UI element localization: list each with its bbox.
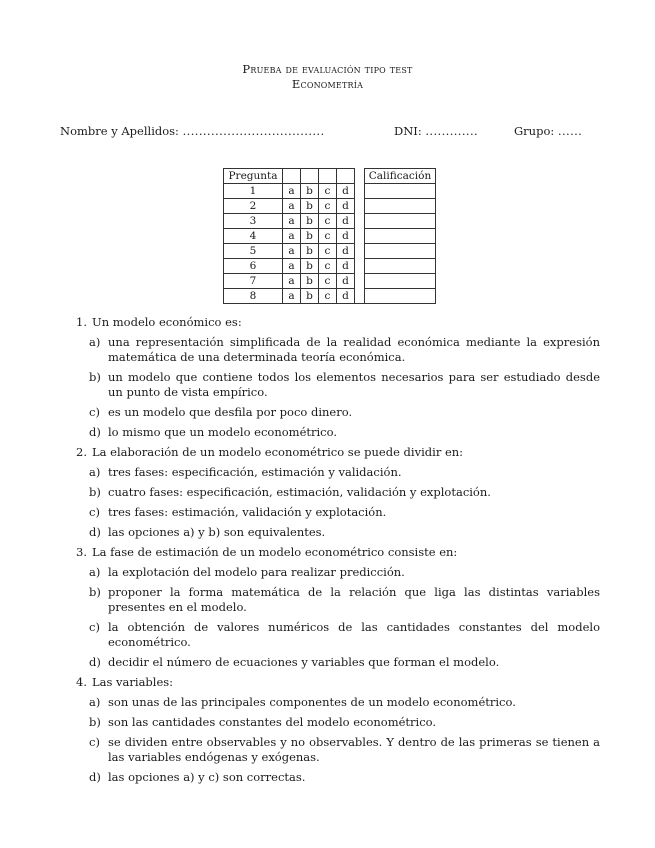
question-stem bbox=[72, 675, 600, 690]
question-number-cell: 8 bbox=[224, 289, 283, 304]
option-a-cell[interactable]: a bbox=[283, 274, 301, 289]
option-a-cell[interactable]: a bbox=[283, 229, 301, 244]
answer-option[interactable] bbox=[72, 370, 600, 400]
grade-cell bbox=[365, 244, 436, 259]
answer-row bbox=[224, 184, 436, 199]
grade-cell bbox=[365, 184, 436, 199]
option-header-blank bbox=[301, 169, 319, 184]
option-text: son unas de las principales componentes de un modelo econométrico. bbox=[108, 695, 516, 709]
group-blank: ...... bbox=[557, 124, 583, 138]
question-number-cell: 7 bbox=[224, 274, 283, 289]
option-b-cell[interactable]: b bbox=[301, 229, 319, 244]
option-c-cell[interactable]: c bbox=[319, 259, 337, 274]
option-b-cell[interactable]: b bbox=[301, 184, 319, 199]
option-label: d) bbox=[89, 425, 101, 439]
gap-cell bbox=[355, 184, 365, 199]
question-column-header: Pregunta bbox=[224, 169, 283, 184]
option-a-cell[interactable]: a bbox=[283, 199, 301, 214]
option-d-cell[interactable]: d bbox=[337, 214, 355, 229]
answer-option[interactable] bbox=[72, 405, 600, 420]
option-text: proponer la forma matemática de la relación que liga las distintas variables presentes en el modelo. bbox=[108, 585, 600, 614]
grade-cell bbox=[365, 214, 436, 229]
option-label: a) bbox=[89, 465, 101, 479]
answer-row bbox=[224, 289, 436, 304]
option-label: b) bbox=[89, 370, 101, 384]
exam-title: Prueba de evaluación tipo test bbox=[242, 62, 413, 76]
option-label: b) bbox=[89, 715, 101, 729]
option-a-cell[interactable]: a bbox=[283, 244, 301, 259]
question-number: 4. bbox=[76, 675, 87, 689]
question-number-cell: 5 bbox=[224, 244, 283, 259]
question-number-cell: 4 bbox=[224, 229, 283, 244]
option-a-cell[interactable]: a bbox=[283, 289, 301, 304]
question-number: 1. bbox=[76, 315, 87, 329]
option-text: es un modelo que desfila por poco dinero. bbox=[108, 405, 353, 419]
question-list bbox=[72, 315, 600, 790]
dni-label: DNI: bbox=[394, 124, 422, 138]
question-number-cell: 2 bbox=[224, 199, 283, 214]
option-d-cell[interactable]: d bbox=[337, 274, 355, 289]
option-text: lo mismo que un modelo econométrico. bbox=[108, 425, 338, 439]
question-number-cell: 3 bbox=[224, 214, 283, 229]
option-text: una representación simplificada de la realidad económica mediante la expresión matemática de una determinada teoría económica. bbox=[108, 335, 600, 364]
grade-cell bbox=[365, 274, 436, 289]
dni-field[interactable] bbox=[394, 124, 478, 138]
option-a-cell[interactable]: a bbox=[283, 184, 301, 199]
option-c-cell[interactable]: c bbox=[319, 229, 337, 244]
dni-blank: ............. bbox=[425, 124, 479, 138]
answer-row bbox=[224, 259, 436, 274]
option-c-cell[interactable]: c bbox=[319, 289, 337, 304]
question-item bbox=[72, 545, 600, 670]
question-stem bbox=[72, 445, 600, 460]
option-b-cell[interactable]: b bbox=[301, 259, 319, 274]
answer-option[interactable] bbox=[72, 770, 600, 785]
option-c-cell[interactable]: c bbox=[319, 274, 337, 289]
option-text: tres fases: especificación, estimación y validación. bbox=[108, 465, 402, 479]
gap-cell bbox=[355, 214, 365, 229]
group-label: Grupo: bbox=[514, 124, 555, 138]
option-c-cell[interactable]: c bbox=[319, 244, 337, 259]
question-stem bbox=[72, 315, 600, 330]
option-text: cuatro fases: especificación, estimación, validación y explotación. bbox=[108, 485, 491, 499]
option-label: c) bbox=[89, 735, 100, 749]
option-b-cell[interactable]: b bbox=[301, 274, 319, 289]
option-text: se dividen entre observables y no observables. Y dentro de las primeras se tienen a las variables endógenas y exógenas. bbox=[108, 735, 600, 764]
question-number-cell: 6 bbox=[224, 259, 283, 274]
option-a-cell[interactable]: a bbox=[283, 259, 301, 274]
grade-cell bbox=[365, 259, 436, 274]
option-text: decidir el número de ecuaciones y variables que forman el modelo. bbox=[108, 655, 500, 669]
option-label: c) bbox=[89, 405, 100, 419]
option-c-cell[interactable]: c bbox=[319, 214, 337, 229]
grade-cell bbox=[365, 199, 436, 214]
name-label: Nombre y Apellidos: bbox=[60, 124, 179, 138]
answer-option[interactable] bbox=[72, 425, 600, 440]
option-d-cell[interactable]: d bbox=[337, 289, 355, 304]
answer-row bbox=[224, 244, 436, 259]
grade-cell bbox=[365, 229, 436, 244]
name-blank: ................................... bbox=[182, 124, 325, 138]
option-c-cell[interactable]: c bbox=[319, 199, 337, 214]
option-a-cell[interactable]: a bbox=[283, 214, 301, 229]
option-d-cell[interactable]: d bbox=[337, 229, 355, 244]
question-item bbox=[72, 675, 600, 785]
name-field[interactable] bbox=[60, 124, 325, 138]
answer-table bbox=[223, 168, 436, 304]
option-label: d) bbox=[89, 770, 101, 784]
question-number-cell: 1 bbox=[224, 184, 283, 199]
answer-option[interactable] bbox=[72, 585, 600, 615]
answer-option[interactable] bbox=[72, 715, 600, 730]
gap-cell bbox=[355, 274, 365, 289]
gap-cell bbox=[355, 289, 365, 304]
option-d-cell[interactable]: d bbox=[337, 184, 355, 199]
question-number: 3. bbox=[76, 545, 87, 559]
option-label: c) bbox=[89, 620, 100, 634]
answer-option[interactable] bbox=[72, 565, 600, 580]
option-d-cell[interactable]: d bbox=[337, 199, 355, 214]
option-label: a) bbox=[89, 565, 101, 579]
answer-option[interactable] bbox=[72, 620, 600, 650]
option-label: b) bbox=[89, 585, 101, 599]
option-header-blank bbox=[283, 169, 301, 184]
option-c-cell[interactable]: c bbox=[319, 184, 337, 199]
answer-option[interactable] bbox=[72, 505, 600, 520]
exam-subject: Econometría bbox=[291, 77, 364, 91]
gap-cell bbox=[355, 229, 365, 244]
option-label: b) bbox=[89, 485, 101, 499]
answer-row bbox=[224, 274, 436, 289]
gap-cell bbox=[355, 244, 365, 259]
title-block bbox=[0, 62, 655, 92]
question-number: 2. bbox=[76, 445, 87, 459]
option-text: un modelo que contiene todos los elementos necesarios para ser estudiado desde un punto de vista empírico. bbox=[108, 370, 600, 399]
question-item bbox=[72, 445, 600, 540]
question-text: Las variables: bbox=[92, 675, 174, 689]
option-b-cell[interactable]: b bbox=[301, 289, 319, 304]
option-text: las opciones a) y b) son equivalentes. bbox=[108, 525, 326, 539]
option-text: tres fases: estimación, validación y explotación. bbox=[108, 505, 387, 519]
question-text: Un modelo económico es: bbox=[92, 315, 242, 329]
option-label: a) bbox=[89, 695, 101, 709]
option-text: son las cantidades constantes del modelo econométrico. bbox=[108, 715, 437, 729]
option-text: las opciones a) y c) son correctas. bbox=[108, 770, 306, 784]
question-stem bbox=[72, 545, 600, 560]
option-b-cell[interactable]: b bbox=[301, 199, 319, 214]
question-text: La fase de estimación de un modelo econométrico consiste en: bbox=[92, 545, 458, 559]
option-label: a) bbox=[89, 335, 101, 349]
answer-row bbox=[224, 229, 436, 244]
answer-row bbox=[224, 199, 436, 214]
answer-option[interactable] bbox=[72, 525, 600, 540]
option-label: d) bbox=[89, 525, 101, 539]
grade-column-header: Calificación bbox=[365, 169, 436, 184]
answer-option[interactable] bbox=[72, 485, 600, 500]
gap-cell bbox=[355, 199, 365, 214]
option-b-cell[interactable]: b bbox=[301, 214, 319, 229]
question-item bbox=[72, 315, 600, 440]
group-field[interactable] bbox=[514, 124, 582, 138]
answer-table-header bbox=[224, 169, 436, 184]
answer-row bbox=[224, 214, 436, 229]
option-header-blank bbox=[319, 169, 337, 184]
grade-cell bbox=[365, 289, 436, 304]
answer-option[interactable] bbox=[72, 335, 600, 365]
option-text: la obtención de valores numéricos de las cantidades constantes del modelo econométrico. bbox=[108, 620, 600, 649]
option-header-blank bbox=[337, 169, 355, 184]
option-b-cell[interactable]: b bbox=[301, 244, 319, 259]
option-label: d) bbox=[89, 655, 101, 669]
answer-option[interactable] bbox=[72, 655, 600, 670]
option-d-cell[interactable]: d bbox=[337, 259, 355, 274]
option-d-cell[interactable]: d bbox=[337, 244, 355, 259]
answer-option[interactable] bbox=[72, 465, 600, 480]
question-text: La elaboración de un modelo econométrico se puede dividir en: bbox=[92, 445, 464, 459]
gap-cell bbox=[355, 259, 365, 274]
answer-option[interactable] bbox=[72, 735, 600, 765]
answer-option[interactable] bbox=[72, 695, 600, 710]
option-label: c) bbox=[89, 505, 100, 519]
gap-cell bbox=[355, 169, 365, 184]
option-text: la explotación del modelo para realizar predicción. bbox=[108, 565, 405, 579]
